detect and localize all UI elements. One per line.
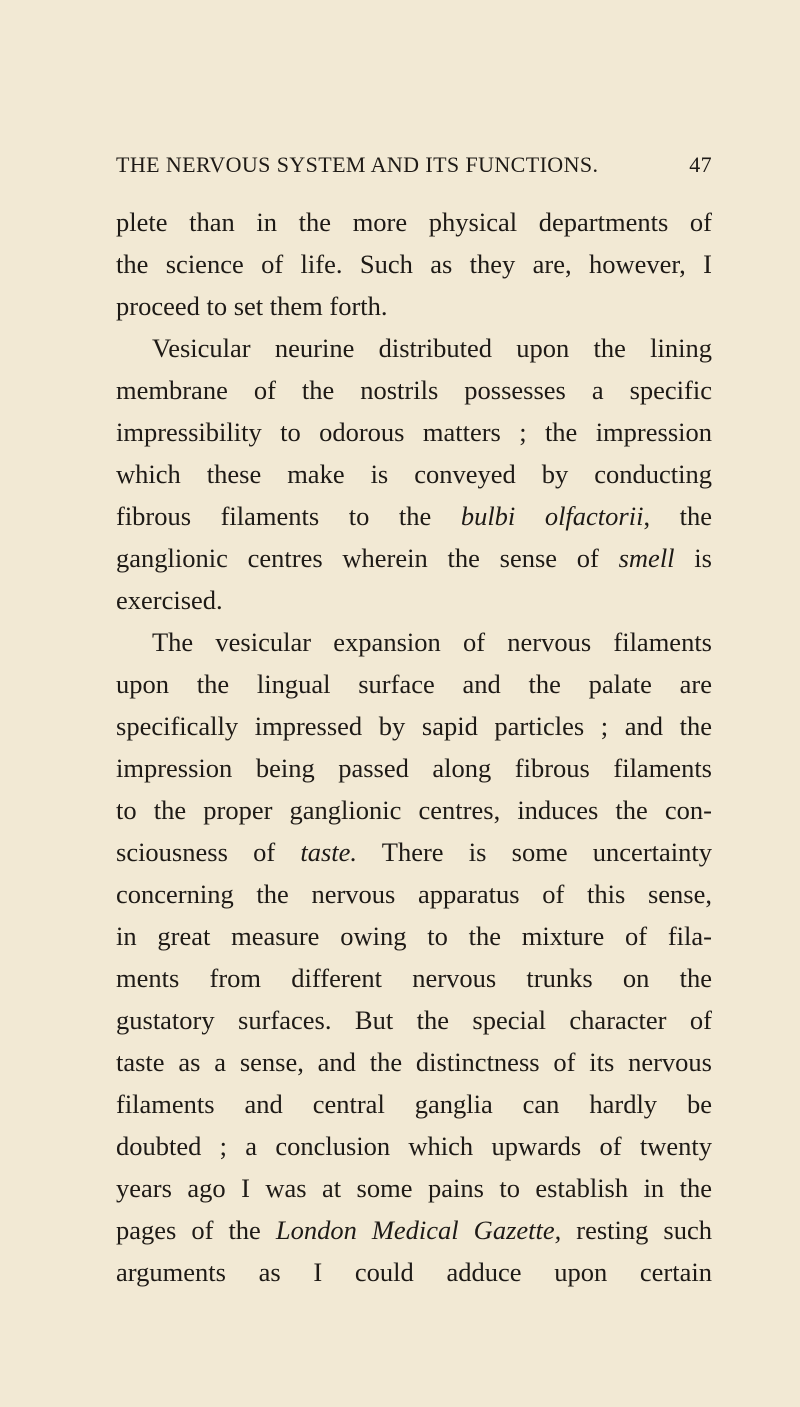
text-line: specifically impressed by sapid particles ; and the [116, 711, 712, 741]
text-run: pages of the [116, 1215, 276, 1245]
text-run: There is some uncertainty [357, 837, 712, 867]
text-line: impressibility to odorous matters ; the impression [116, 417, 712, 447]
text-run: , the [643, 501, 712, 531]
running-head [116, 150, 712, 180]
text-line: exercised. [116, 585, 223, 615]
text-line: Vesicular neurine distributed upon the lining [152, 333, 712, 363]
text-line: concerning the nervous apparatus of this sense, [116, 879, 712, 909]
text-line: gustatory surfaces. But the special character of [116, 1005, 712, 1035]
page-number: 47 [689, 152, 712, 177]
text-line: taste as a sense, and the distinctness of its nervous [116, 1047, 712, 1077]
running-head-title: THE NERVOUS SYSTEM AND ITS FUNCTIONS. [116, 152, 599, 177]
text-line: proceed to set them forth. [116, 291, 388, 321]
text-line: The vesicular expansion of nervous filaments [152, 627, 712, 657]
text-line: membrane of the nostrils possesses a specific [116, 375, 712, 405]
text-run: fibrous filaments to the [116, 501, 461, 531]
text-line: doubted ; a conclusion which upwards of twenty [116, 1131, 712, 1161]
italic-term: London Medical Gazette, [275, 1215, 562, 1245]
text-line: impression being passed along fibrous filaments [116, 753, 712, 783]
italic-term: smell [618, 543, 675, 573]
text-line: years ago I was at some pains to establish in the [116, 1173, 712, 1203]
italic-term: taste. [300, 837, 358, 867]
text-run: sciousness of [116, 837, 301, 867]
body-text [116, 201, 712, 1293]
text-line: filaments and central ganglia can hardly be [116, 1089, 712, 1119]
text-run: resting such [561, 1215, 712, 1245]
text-line: the science of life. Such as they are, however, I [116, 249, 712, 279]
text-line: to the proper ganglionic centres, induces the con- [116, 795, 712, 825]
text-line: in great measure owing to the mixture of fila- [116, 921, 712, 951]
text-line: plete than in the more physical departments of [116, 207, 712, 237]
text-line [116, 495, 712, 537]
text-line [116, 1209, 712, 1251]
text-line [116, 831, 712, 873]
text-line: ments from different nervous trunks on the [116, 963, 712, 993]
text-line: arguments as I could adduce upon certain [116, 1257, 712, 1287]
italic-term: bulbi olfactorii [460, 501, 644, 531]
text-run: ganglionic centres wherein the sense of [116, 543, 619, 573]
text-line [116, 537, 712, 579]
text-run: is [674, 543, 712, 573]
text-line: upon the lingual surface and the palate are [116, 669, 712, 699]
text-line: which these make is conveyed by conducting [116, 459, 712, 489]
